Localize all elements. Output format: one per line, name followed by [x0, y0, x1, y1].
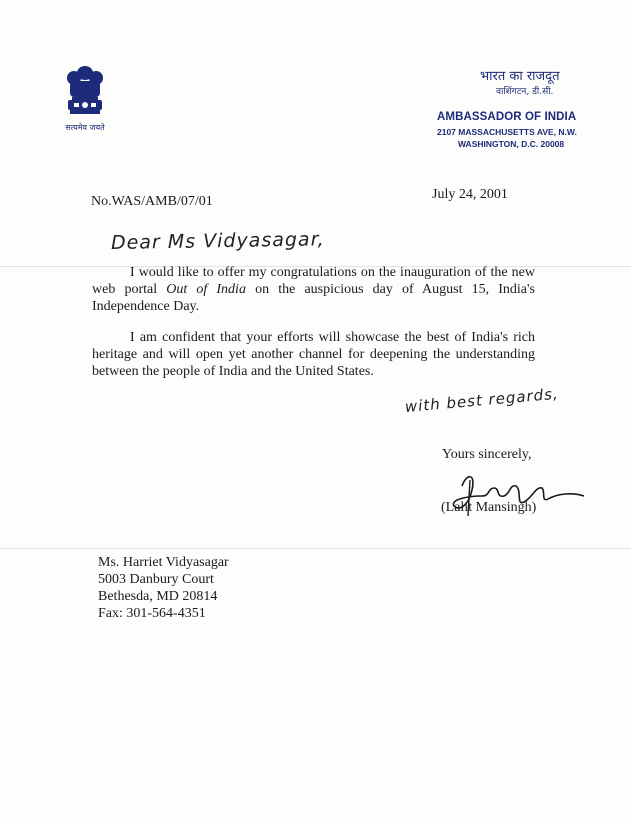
letter-date: July 24, 2001: [432, 187, 508, 202]
body-paragraph-1: [92, 264, 535, 315]
letterhead-title: AMBASSADOR OF INDIA: [437, 111, 577, 123]
handwritten-salutation: Dear Ms Vidyasagar,: [110, 228, 325, 254]
body-paragraph-2: [92, 329, 535, 380]
closing: Yours sincerely,: [442, 447, 532, 462]
handwritten-closing: with best regards,: [404, 384, 560, 416]
letterhead-hindi-city: वाशिंगटन, डी.सी.: [496, 87, 554, 97]
recipient-city: Bethesda, MD 20814: [98, 589, 218, 604]
national-emblem-icon: [62, 64, 108, 142]
portal-name: Out of India: [166, 282, 246, 297]
recipient-name: Ms. Harriet Vidyasagar: [98, 555, 229, 570]
reference-number: No.WAS/AMB/07/01: [91, 194, 213, 209]
recipient-street: 5003 Danbury Court: [98, 572, 214, 587]
body-paragraph-1-end: on the auspicious day of August 15, India's Independence Day.: [92, 282, 535, 314]
body-paragraph-2-text: I am confident that your efforts will showcase the best of India's rich heritage and will open yet another channel for deepening the understanding between the people of India and the United States.: [92, 330, 535, 379]
recipient-fax: Fax: 301-564-4351: [98, 606, 206, 621]
paper-fold-line: [0, 548, 631, 549]
letterhead-address-line-2: WASHINGTON, D.C. 20008: [458, 139, 565, 149]
emblem-motto: सत्यमेव जयते: [65, 123, 105, 132]
letterhead-address-line-1: 2107 MASSACHUSETTS AVE, N.W.: [437, 127, 577, 137]
signatory-name: (Lalit Mansingh): [441, 500, 537, 515]
body-paragraph-1-start: I would like to offer my congratulations on the inauguration of the new web portal: [92, 265, 535, 297]
letterhead-hindi-title: भारत का राजदूत: [480, 69, 560, 84]
